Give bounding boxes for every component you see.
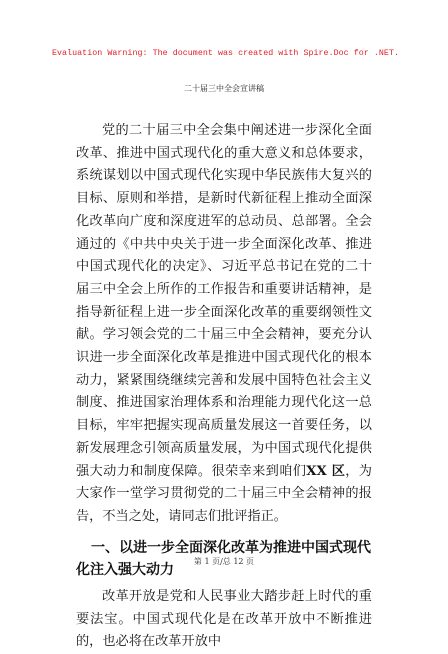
page-footer: 第 1 页/总 12 页 [193,557,255,566]
evaluation-watermark: Evaluation Warning: The document was created with Spire.Doc for .NET. [52,49,399,58]
body-paragraph [76,120,372,529]
document-body [76,120,372,654]
paragraph-text: 党的二十届三中全会集中阐述进一步深化全面改革、推进中国式现代化的重大意义和总体要求，系统谋划以中国式现代化实现中华民族伟大复兴的目标、原则和举措，是新时代新征程上推动全面深化改革向广度和深度进军的总动员、总部署。全会通过的《中共中央关于进一步全面深化改革、推进中国式现代化的决定》、习近平总书记在党的二十届三中全会上所作的工作报告和重要讲话精神，是指导新征程上进一步全面深化改革的重要纲领性文献。学习领会党的二十届三中全会精神，要充分认识进一步全面深化改革是推进中国式现代化的根本动力，紧紧围绕继续完善和发展中国特色社会主义制度、推进国家治理体系和治理能力现代化这一总目标，牢牢把握实现高质量发展这一首要任务，以新发展理念引领高质量发展，为中国式现代化提供强大动力和制度保障。很荣幸来到咱们 [76,123,372,479]
body-paragraph: 改革开放是党和人民事业大踏步赶上时代的重要法宝。中国式现代化是在改革开放中不断推进的，也必将在改革开放中 [76,589,372,650]
district-placeholder: XX 区 [306,463,346,479]
paragraph-text: ，为大家作一堂学习贯彻党的二十届三中全会精神的报告，不当之处，请同志们批评指正。 [76,463,372,524]
section-heading: 一、以进一步全面深化改革为推进中国式现代化注入强大动力 [76,539,371,579]
document-title: 二十届三中全会宣讲稿 [184,84,264,93]
